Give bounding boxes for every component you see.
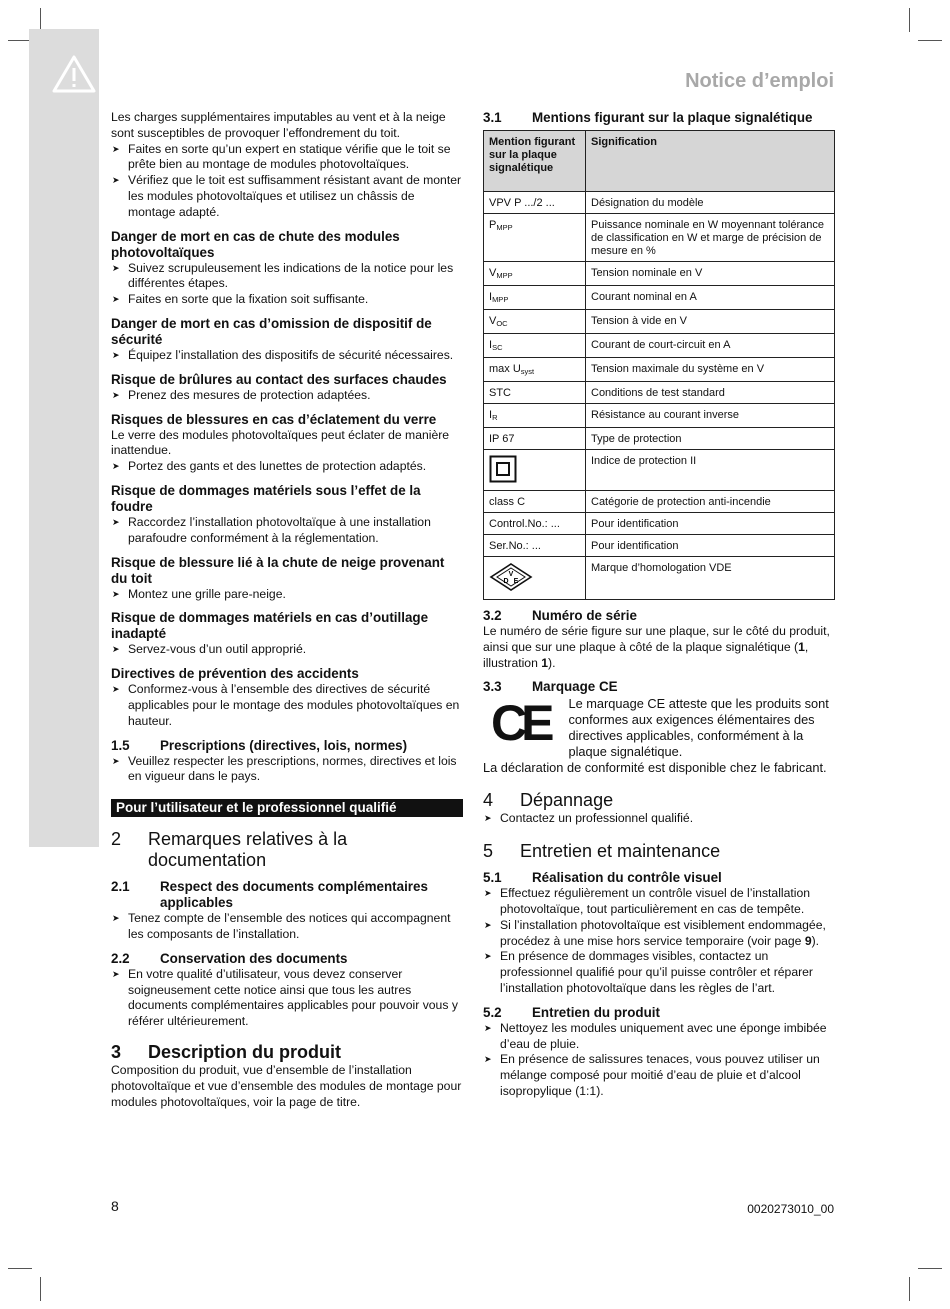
page-reference: 9: [804, 933, 812, 948]
intro-paragraph: Les charges supplémentaires imputables au vent et à la neige sont susceptibles de provoquer l’effondrement du toit.: [111, 110, 446, 140]
table-cell: class C: [484, 491, 586, 513]
table-cell: [484, 262, 586, 286]
list-item: ➤ Raccordez l’installation photovoltaïque à une installation parafoudre conformément à la réglementation.: [111, 515, 463, 547]
chapter-title: Remarques relatives à la documentation: [148, 829, 348, 871]
section-text: Le verre des modules photovoltaïques peut éclater de manière inattendue.: [111, 427, 450, 458]
section-number: 3.1: [483, 110, 502, 125]
margin-band: [29, 29, 99, 847]
ce-text: Le marquage CE atteste que les produits sont conformes aux exigences élémentaires des directives applicables, conformément à la plaque signalétique.: [568, 696, 829, 760]
text-run: ).: [811, 933, 820, 948]
table-cell: Tension à vide en V: [586, 310, 835, 334]
section-heading: Risque de dommages matériels sous l’effet de la foudre: [111, 482, 421, 514]
section-list: [111, 682, 463, 729]
subscript: SC: [492, 343, 503, 352]
section-heading-3-3: [483, 679, 835, 695]
subscript: OC: [496, 319, 508, 328]
crop-mark: [40, 1277, 41, 1301]
list-item: ➤ Servez-vous d’un outil approprié.: [111, 642, 463, 658]
chapter-heading-5: [483, 841, 835, 862]
section-title: Marquage CE: [532, 679, 618, 695]
text-run: Le numéro de série figure sur une plaque, sur le côté du produit, ainsi que sur une plaque à côté de la plaque signalétique (: [483, 624, 830, 654]
section-number: 2.2: [111, 950, 130, 966]
table-cell: VPV P .../2 ...: [484, 192, 586, 214]
subscript: R: [492, 413, 498, 422]
table-cell: Conditions de test standard: [586, 382, 835, 404]
crop-mark: [8, 1268, 32, 1269]
table-cell: [484, 450, 586, 491]
table-row: [484, 491, 835, 513]
table-cell: Ser.No.: ...: [484, 535, 586, 557]
table-row: [484, 513, 835, 535]
crop-mark: [909, 8, 910, 32]
table-cell: Type de protection: [586, 428, 835, 450]
text-run: , illustration: [483, 639, 809, 670]
table-row: [484, 262, 835, 286]
list-item: ➤ Contactez un professionnel qualifié.: [483, 811, 835, 827]
nameplate-table: [483, 130, 835, 600]
table-cell: Courant nominal en A: [586, 286, 835, 310]
intro-list: [111, 142, 463, 221]
table-row: [484, 358, 835, 382]
chapter-number: 2: [111, 829, 122, 850]
section-list: [111, 754, 463, 786]
svg-text:V: V: [508, 571, 514, 578]
section-number: 5.2: [483, 1004, 502, 1020]
vde-mark-icon: [489, 562, 533, 592]
list-item: ➤ En présence de salissures tenaces, vous pouvez utiliser un mélange composé pour moitié d’eau de pluie et d’alcool isopropylique (1:1).: [483, 1052, 835, 1099]
list-item: [483, 918, 835, 950]
table-header-cell: Mention figurant sur la plaque signalétique: [484, 131, 586, 192]
chapter-number: 4: [483, 790, 494, 811]
table-row: [484, 450, 835, 491]
table-cell: [484, 214, 586, 262]
section-title: Respect des documents complémentaires applicables: [160, 879, 428, 911]
list-item: ➤ Veuillez respecter les prescriptions, normes, directives et lois en vigueur dans le pays.: [111, 754, 463, 786]
document-code: 0020273010_00: [747, 1202, 834, 1216]
crop-mark: [918, 40, 942, 41]
crop-mark: [918, 1268, 942, 1269]
section-title: Conservation des documents: [160, 950, 348, 966]
page-number: 8: [111, 1198, 119, 1214]
symbol: max U: [489, 363, 521, 375]
table-cell: Catégorie de protection anti-incendie: [586, 491, 835, 513]
table-cell: Control.No.: ...: [484, 513, 586, 535]
subscript: syst: [520, 367, 535, 376]
section-heading: Directives de prévention des accidents: [111, 666, 359, 682]
section-heading-3-1: [483, 110, 835, 126]
text-run: ).: [548, 655, 556, 670]
section-title: Mentions figurant sur la plaque signalétique: [532, 110, 813, 125]
table-cell: [484, 310, 586, 334]
symbol: P: [489, 219, 497, 231]
table-cell: [484, 358, 586, 382]
section-heading-2-2: [111, 951, 463, 967]
section-list: [111, 261, 463, 308]
table-cell: [484, 404, 586, 428]
table-cell: [484, 334, 586, 358]
text-run-bold: 1: [798, 639, 805, 654]
section-title: Numéro de série: [532, 608, 637, 623]
ce-declaration-text: La déclaration de conformité est disponible chez le fabricant.: [483, 760, 827, 776]
class-ii-double-square-icon: [489, 455, 517, 483]
symbol: V: [489, 267, 497, 279]
table-row: [484, 214, 835, 262]
chapter-number: 5: [483, 841, 494, 862]
section-number: 3.3: [483, 679, 502, 695]
list-item: ➤ Portez des gants et des lunettes de protection adaptés.: [111, 459, 463, 475]
left-column: [111, 110, 463, 1110]
section-number: 3.2: [483, 608, 502, 623]
list-item: ➤ Conformez-vous à l’ensemble des directives de sécurité applicables pour le montage des modules photovoltaïques en hauteur.: [111, 682, 463, 729]
table-row: [484, 535, 835, 557]
right-column: [483, 110, 835, 1100]
list-item: ➤ Effectuez régulièrement un contrôle visuel de l’installation photovoltaïque, tout particulièrement en cas de tempête.: [483, 886, 835, 918]
audience-banner: Pour l’utilisateur et le professionnel qualifié: [111, 799, 463, 817]
table-row: [484, 557, 835, 600]
section-list: [111, 911, 463, 943]
chapter-heading-3: [111, 1042, 463, 1063]
table-row: [484, 286, 835, 310]
list-item: ➤ En présence de dommages visibles, contactez un professionnel qualifié pour qu’il puisse contrôler et réparer l’installation photovoltaïque dans les règles de l’art.: [483, 949, 835, 996]
list-item: ➤ Tenez compte de l’ensemble des notices qui accompagnent les composants de l’installation.: [111, 911, 463, 943]
section-list: [483, 1021, 835, 1100]
table-cell: IP 67: [484, 428, 586, 450]
svg-text:E: E: [513, 578, 519, 585]
ce-block: [483, 696, 835, 776]
subscript: MPP: [496, 223, 513, 232]
table-cell: Désignation du modèle: [586, 192, 835, 214]
table-cell: Pour identification: [586, 513, 835, 535]
list-item: ➤ Faites en sorte qu’un expert en statique vérifie que le toit se prête bien au montage de modules photovoltaïques.: [111, 142, 463, 174]
chapter-number: 3: [111, 1041, 122, 1062]
table-cell: STC: [484, 382, 586, 404]
list-item: ➤ Faites en sorte que la fixation soit suffisante.: [111, 292, 463, 308]
table-cell: Courant de court-circuit en A: [586, 334, 835, 358]
section-list: [111, 967, 463, 1030]
section-list: [111, 388, 463, 404]
symbol: V: [489, 315, 497, 327]
section-heading: Risque de blessure lié à la chute de neige provenant du toit: [111, 554, 445, 586]
symbol: I: [489, 409, 493, 421]
table-header-cell: Signification: [586, 131, 835, 192]
section-title: Prescriptions (directives, lois, normes): [160, 737, 408, 753]
chapter-text: Composition du produit, vue d’ensemble de l’installation photovoltaïque et vue d’ensemble des modules de montage pour modules photovoltaïques, voir la page de titre.: [111, 1062, 462, 1109]
section-list: [111, 515, 463, 547]
section-list: [111, 348, 463, 364]
section-heading-5-1: [483, 870, 835, 886]
table-cell: Puissance nominale en W moyennant tolérance de classification en W et marge de précision de mesure en %: [586, 214, 835, 262]
section-list: [483, 886, 835, 997]
table-cell: Résistance au courant inverse: [586, 404, 835, 428]
table-row: [484, 192, 835, 214]
section-heading: Danger de mort en cas de chute des modules photovoltaïques: [111, 228, 400, 260]
chapter-title: Dépannage: [520, 790, 614, 811]
chapter-title: Description du produit: [148, 1041, 341, 1062]
list-item: ➤ Nettoyez les modules uniquement avec une éponge imbibée d’eau de pluie.: [483, 1021, 835, 1053]
warning-triangle-icon: [51, 54, 97, 94]
table-cell: Pour identification: [586, 535, 835, 557]
list-item: ➤ Suivez scrupuleusement les indications de la notice pour les différentes étapes.: [111, 261, 463, 293]
ce-mark-logo: CE: [491, 695, 549, 752]
section-title: Entretien du produit: [532, 1004, 660, 1020]
list-item: ➤ Vérifiez que le toit est suffisamment résistant avant de monter les modules photovoltaïques et utilisez un châssis de montage adapté.: [111, 173, 463, 220]
table-cell: Indice de protection II: [586, 450, 835, 491]
section-heading: Risques de blessures en cas d’éclatement du verre: [111, 411, 437, 427]
table-row: [484, 428, 835, 450]
table-cell: Tension nominale en V: [586, 262, 835, 286]
list-item: ➤ Équipez l’installation des dispositifs de sécurité nécessaires.: [111, 348, 463, 364]
table-row: [484, 310, 835, 334]
section-number: 5.1: [483, 870, 502, 886]
chapter-heading-2: [111, 829, 463, 871]
section-number: 1.5: [111, 737, 130, 753]
section-heading: Risque de brûlures au contact des surfaces chaudes: [111, 371, 447, 387]
list-item: ➤ Montez une grille pare-neige.: [111, 587, 463, 603]
table-cell: Marque d’homologation VDE: [586, 557, 835, 600]
section-list: [111, 459, 463, 475]
chapter-title: Entretien et maintenance: [520, 841, 721, 862]
section-number: 2.1: [111, 879, 130, 895]
table-cell: Tension maximale du système en V: [586, 358, 835, 382]
table-row: [484, 404, 835, 428]
crop-mark: [909, 1277, 910, 1301]
section-heading-3-2: [483, 608, 835, 624]
serial-number-text: [483, 624, 835, 671]
table-row: [484, 382, 835, 404]
section-heading-1-5: [111, 738, 463, 754]
section-list: [483, 811, 835, 827]
chapter-heading-4: [483, 790, 835, 811]
section-heading-5-2: [483, 1005, 835, 1021]
section-heading-2-1: [111, 879, 463, 911]
text-run: Si l’installation photovoltaïque est visiblement endommagée, procédez à une mise hors service temporaire (voir page: [500, 917, 826, 948]
table-header-row: [484, 131, 835, 192]
text-run-bold: 1: [541, 655, 549, 670]
table-cell: [484, 557, 586, 600]
table-row: [484, 334, 835, 358]
section-title: Réalisation du contrôle visuel: [532, 870, 722, 886]
section-list: [111, 587, 463, 603]
list-item: ➤ Prenez des mesures de protection adaptées.: [111, 388, 463, 404]
list-item: ➤ En votre qualité d’utilisateur, vous devez conserver soigneusement cette notice ainsi que tous les autres documents complémentaires applicables pour pouvoir vous y référer ultérieurement.: [111, 967, 463, 1030]
table-cell: [484, 286, 586, 310]
section-heading: Risque de dommages matériels en cas d’outillage inadapté: [111, 610, 429, 642]
subscript: MPP: [492, 295, 509, 304]
section-list: [111, 642, 463, 658]
symbol: I: [489, 291, 493, 303]
section-heading: Danger de mort en cas d’omission de dispositif de sécurité: [111, 315, 432, 347]
svg-text:D: D: [503, 578, 509, 585]
subscript: MPP: [496, 271, 513, 280]
symbol: I: [489, 339, 493, 351]
page-header-title: Notice d’emploi: [685, 70, 834, 92]
